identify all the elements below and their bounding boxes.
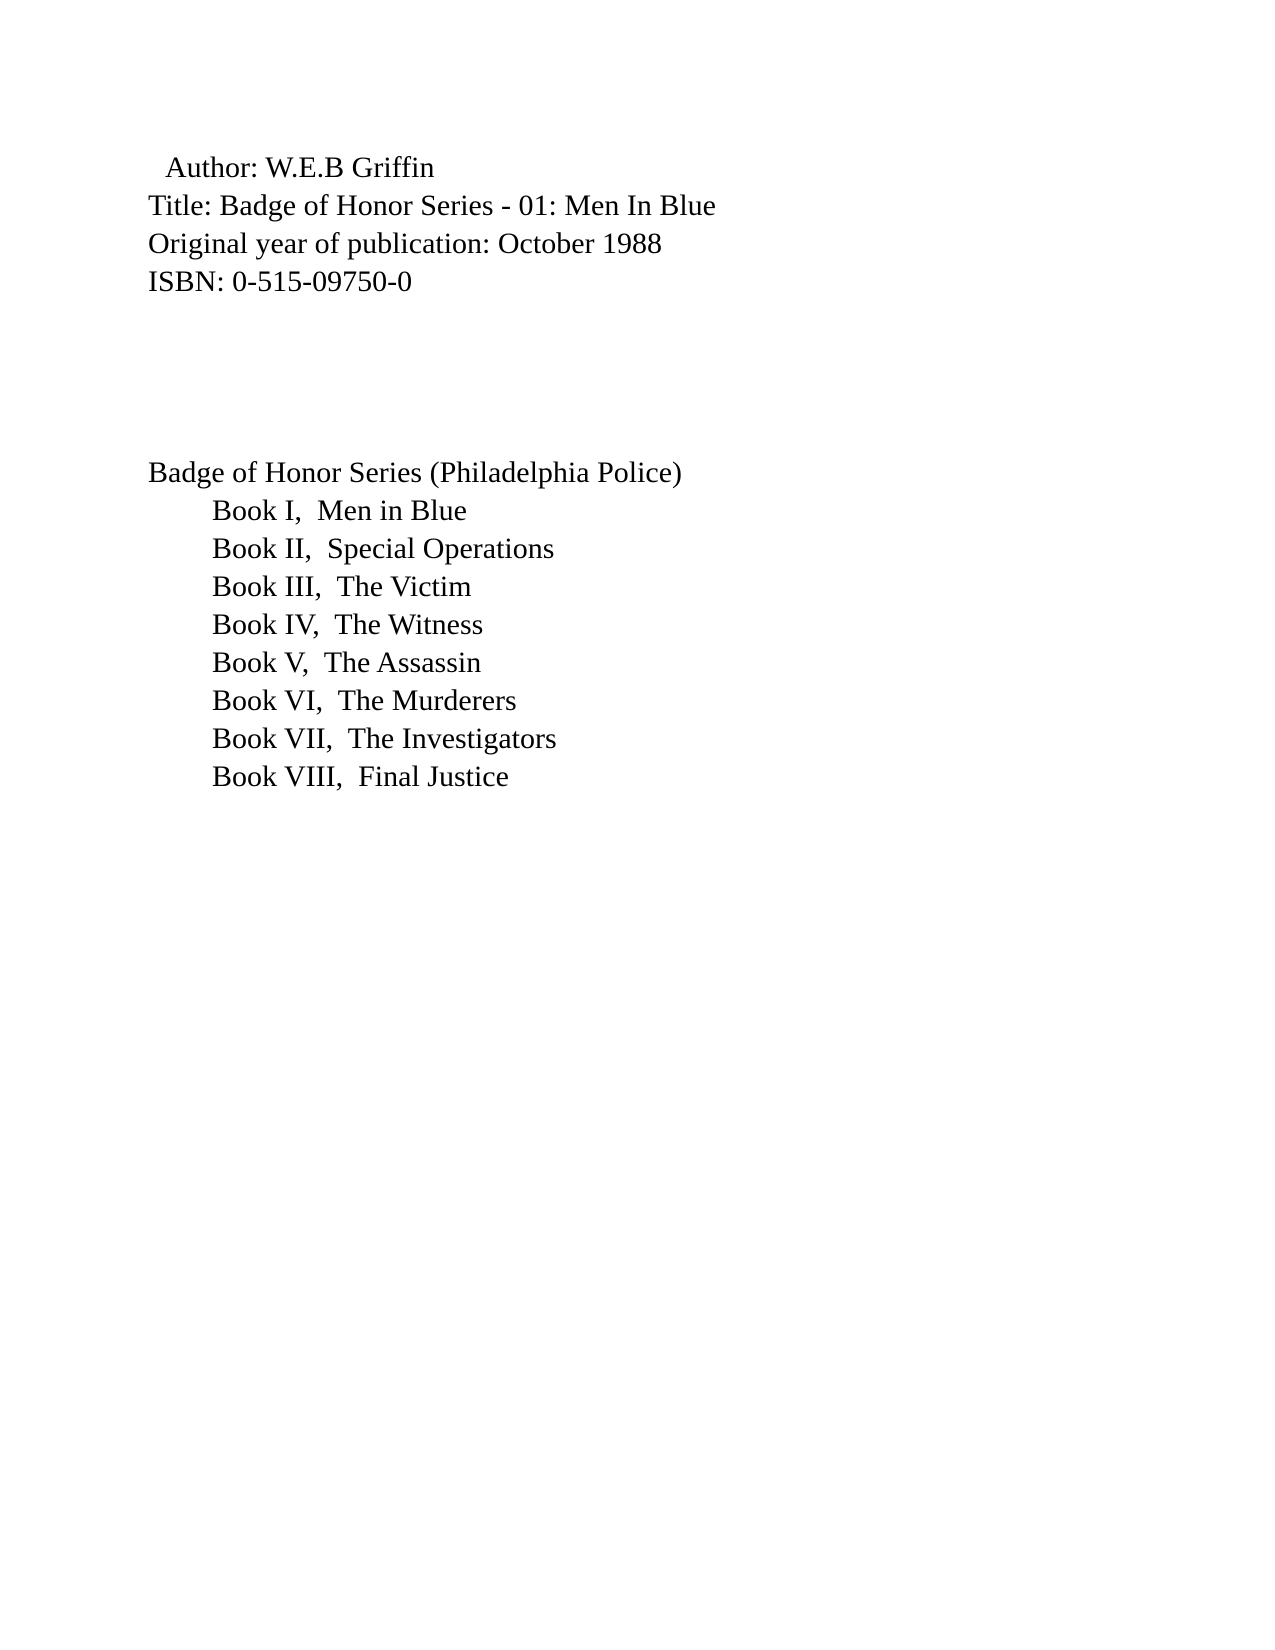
title-line: Title: Badge of Honor Series - 01: Men In Blue — [148, 189, 716, 222]
book-list-item: Book I, Men in Blue — [212, 494, 467, 527]
book-list-item: Book VII, The Investigators — [212, 722, 557, 755]
book-list-item: Book VI, The Murderers — [212, 684, 517, 717]
series-heading: Badge of Honor Series (Philadelphia Police) — [148, 456, 683, 489]
author-line: Author: W.E.B Griffin — [165, 151, 435, 184]
book-list-item: Book IV, The Witness — [212, 608, 484, 641]
book-list-item: Book VIII, Final Justice — [212, 760, 509, 793]
book-list-item: Book II, Special Operations — [212, 532, 555, 565]
book-list-item: Book III, The Victim — [212, 570, 472, 603]
book-list-item: Book V, The Assassin — [212, 646, 482, 679]
isbn-line: ISBN: 0-515-09750-0 — [148, 265, 413, 298]
publication-year-line: Original year of publication: October 1988 — [148, 227, 663, 260]
